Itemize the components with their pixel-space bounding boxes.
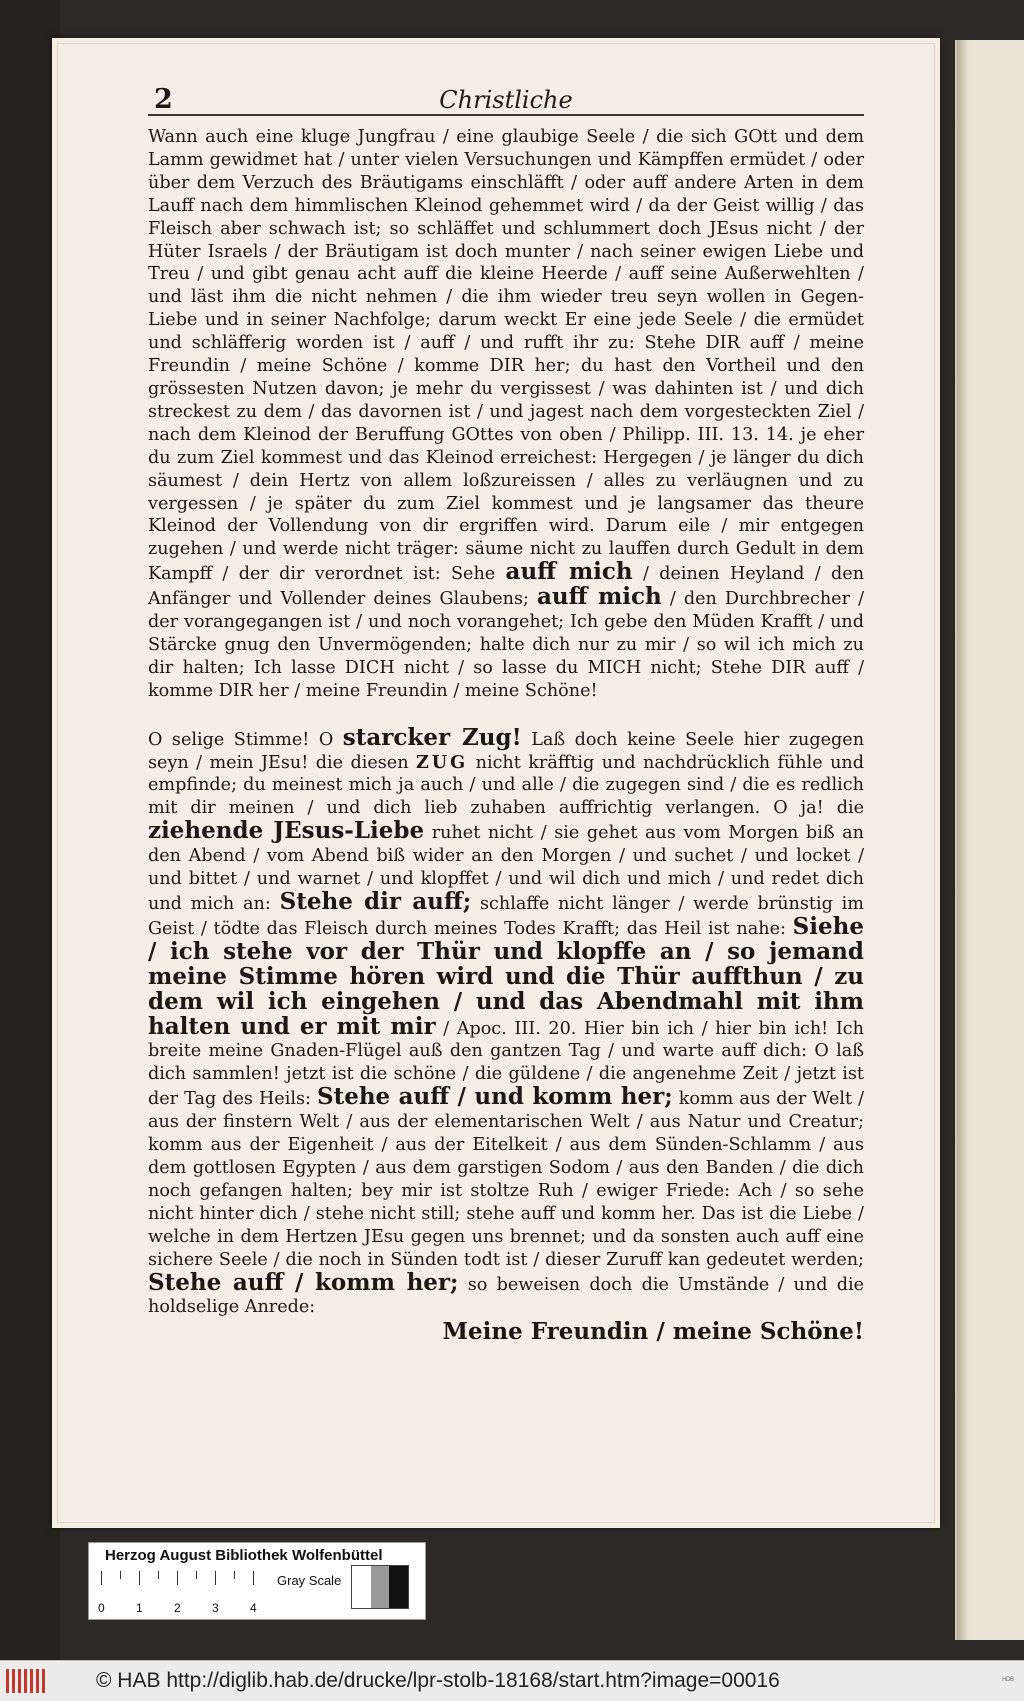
background-left	[0, 0, 60, 1660]
p1-text-e: / den Durchbrecher / der vorangegangen ist / und noch vorangehet; Ich gebe den Müden Krafft / und Stärcke gnug den Unvermögenden; halte dich nur zu mir / so wil ich mich zu dir halten; Ich lasse DICH nicht / so lasse du MICH nicht; Stehe DIR auff / komme DIR her / meine Freundin / meine Schöne!	[148, 589, 864, 701]
page-gutter-shadow	[957, 40, 969, 1640]
gray-scale-swatch	[351, 1565, 409, 1609]
footer-watermark: ᴴᴰᴮ	[1002, 1675, 1014, 1685]
ruler-label: 2	[174, 1601, 181, 1615]
gray-patch	[352, 1566, 371, 1608]
closing-phrase: Meine Freundin / meine Schöne!	[442, 1318, 864, 1346]
ruler-label: 4	[250, 1601, 257, 1615]
ruler-tick	[158, 1571, 159, 1579]
cm-ruler	[98, 1571, 271, 1615]
page-number: 2	[154, 84, 173, 115]
gray-scale-label: Gray Scale	[277, 1573, 342, 1588]
page-header	[148, 84, 864, 116]
running-title: Christliche	[439, 86, 573, 114]
p2-emphasis-stehe-auff-komm-her: Stehe auff / und komm her;	[316, 1083, 673, 1111]
p2-text-k: / Apoc. III. 20. Hier bin ich / hier bin ich! Ich breite meine Gnaden-Flügel auß den gantzen Tag / und warte auff dich: O laß dich sammlen! jetzt ist die schöne / die güldene / die angenehme Zeit / jetzt ist der Tag des Heils:	[148, 1018, 864, 1110]
ruler-tick	[234, 1571, 235, 1579]
p2-emphasis-stehe-auff-komm-her-2: Stehe auff / komm her;	[148, 1268, 459, 1296]
p2-emphasis-ziehende-liebe: ziehende JEsus-Liebe	[148, 817, 425, 845]
ruler-label: 3	[212, 1601, 219, 1615]
p2-text-c: Laß doch keine Seele hier zugegen seyn / mein JEsu! die diesen	[148, 729, 865, 773]
p1-emphasis-auff-mich-1: auff mich	[505, 558, 633, 586]
body-text	[148, 126, 864, 1344]
ruler-tick	[101, 1571, 102, 1585]
gray-patch	[371, 1566, 390, 1608]
gray-patch	[389, 1566, 408, 1608]
ruler-label: 1	[136, 1601, 143, 1615]
next-page-edge	[955, 40, 1024, 1640]
ruler-tick	[120, 1571, 121, 1579]
p1-emphasis-auff-mich-2: auff mich	[536, 583, 662, 611]
ruler-tick	[196, 1571, 197, 1579]
footer-bar	[0, 1660, 1024, 1701]
p2-emphasis-stehe-dir-auff: Stehe dir auff;	[279, 888, 472, 915]
ruler-tick	[253, 1571, 254, 1585]
p1-text-a: Wann auch eine kluge Jungfrau / eine glaubige Seele / die sich GOtt und dem Lamm gewidmet hat / unter vielen Versuchungen und Kämpffen ermüdet / oder über dem Verzuch des Bräutigams einschläfft / oder auff andere Arten in dem Lauff nach dem himmlischen Kleinod gehemmet wird / da der Geist willig / das Fleisch aber schwach ist; so schläffet und schlummert doch JEsus nicht / der Hüter Israels / der Bräutigam ist doch munter / nach seiner ewigen Liebe und Treu / und gibt genau acht auff die kleine Heerde / auff seine Außerwehlten / und läst ihm die nicht nehmen / die ihm wieder treu seyn wollen in Gegen-Liebe und in seiner Nachfolge; darum weckt Er eine jede Seele / die ermüdet und schläfferig worden ist / auff / und rufft ihr zu: Stehe DIR auff / meine Freundin / meine Schöne / komme DIR her; du hast den Vortheil und den grössesten Nutzen davon; je mehr du vergissest / was dahinten ist / und dich streckest zu dem / das davornen ist / und jagest nach dem vorgesteckten Ziel / nach dem Kleinod der Beruffung GOttes von oben / Philipp. III. 13. 14. je eher du zum Ziel kommest und das Kleinod erreichest: Hergegen / je länger du dich säumest / dein Hertz von allem loßzureissen / alles zu verläugnen und zu vergessen / je später du zum Ziel kommest und je langsamer das theure Kleinod der Vollendung von dir ergriffen wird. Darum eile / mir entgegen zugehen / und werde nicht träger: säume nicht zu lauffen durch Gedult in dem Kampff / der dir verordnet ist: Sehe	[148, 127, 864, 585]
p2-text-g: ruhet nicht / sie gehet aus vom Morgen biß an den Abend / vom Abend biß wider an den Morgen / und suchet / und locket / und bittet / und warnet / und klopffet / und wil dich und mich / und redet dich und mich an:	[148, 823, 865, 914]
scale-institution-label: Herzog August Bibliothek Wolfenbüttel	[105, 1547, 383, 1564]
paragraph-2	[148, 723, 865, 1320]
p2-emphasis-zug: ZUG	[415, 751, 469, 773]
p2-text-a: O selige Stimme! O	[148, 729, 334, 750]
ruler-label: 0	[98, 1601, 105, 1615]
color-scale-card	[88, 1542, 426, 1620]
paragraph-1	[148, 126, 864, 703]
p2-emphasis-apoc-quote: Siehe / ich stehe vor der Thür und klopffe an / so jemand meine Stimme hören wird und die Thür auffthun / zu dem wil ich eingehen / und das Abendmahl mit ihm halten und er mit mir	[148, 912, 865, 1040]
p2-text-e: nicht kräfftig und nachdrücklich fühle und empfinde; du meinest mich ja auch / und alle / die zugegen sind / die es redlich mit dir meinen / und dich lieb zuhaben auffrichtig verlangen. O ja! die	[148, 752, 865, 819]
ruler-tick	[139, 1571, 140, 1585]
footer-copyright-url[interactable]: © HAB http://diglib.hab.de/drucke/lpr-stolb-18168/start.htm?image=00016	[96, 1669, 780, 1692]
p1-text-c: / deinen Heyland / den Anfänger und Vollender deines Glaubens;	[148, 564, 865, 610]
hab-barcode-logo-icon	[6, 1669, 46, 1693]
ruler-tick	[215, 1571, 216, 1585]
ruler-tick	[177, 1571, 178, 1585]
p2-text-m: komm aus der Welt / aus der finstern Welt / aus der elementarischen Welt / aus Natur und Creatur; komm aus der Eigenheit / aus der Eitelkeit / aus dem Sünden-Schlamm / aus dem gottlosen Egypten / aus dem garstigen Sodom / aus den Banden / die dich noch gefangen halten; bey mir ist stoltze Ruh / ewiger Friede: Ach / so sehe nicht hinter dich / stehe nicht still; stehe auff und komm her. Das ist die Liebe / welche in dem Hertzen JEsu gegen uns brennet; und da sonsten auch auff eine sichere Seele / die noch in Sünden todt ist / dieser Zuruff kan gedeutet werden;	[148, 1089, 865, 1270]
p2-text-i: schlaffe nicht länger / werde brünstig im Geist / tödte das Fleisch durch meines Todes Krafft; das Heil ist nahe:	[148, 894, 864, 939]
p2-emphasis-starcker-zug: starcker Zug!	[342, 723, 522, 751]
p2-text-o: so beweisen doch die Umstände / und die holdselige Anrede:	[148, 1274, 864, 1318]
